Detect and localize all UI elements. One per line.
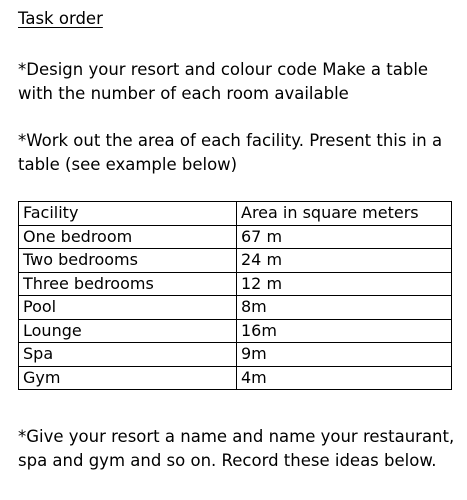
area-cell: 8m: [237, 296, 452, 320]
area-cell: 12 m: [237, 272, 452, 296]
table-row: [19, 296, 452, 320]
area-cell: 9m: [237, 343, 452, 367]
facility-cell: Spa: [19, 343, 237, 367]
table-row: [19, 319, 452, 343]
facility-cell: Pool: [19, 296, 237, 320]
column-header-area: Area in square meters: [237, 202, 452, 226]
column-header-facility: Facility: [19, 202, 237, 226]
table-row: [19, 272, 452, 296]
instruction-design-resort: *Design your resort and colour code Make a table with the number of each room available: [18, 60, 429, 103]
area-cell: 4m: [237, 366, 452, 390]
facility-cell: Gym: [19, 366, 237, 390]
instruction-name-resort: *Give your resort a name and name your restaurant, spa and gym and so on. Record these ideas below.: [18, 427, 455, 470]
table-row: [19, 343, 452, 367]
table-row: [19, 249, 452, 273]
facility-cell: Lounge: [19, 319, 237, 343]
facility-area-table: [18, 201, 452, 390]
page-title: Task order: [18, 9, 103, 28]
area-cell: 67 m: [237, 225, 452, 249]
instruction-facility-area: *Work out the area of each facility. Present this in a table (see example below): [18, 131, 443, 174]
table-row: [19, 366, 452, 390]
area-cell: 16m: [237, 319, 452, 343]
facility-cell: Three bedrooms: [19, 272, 237, 296]
facility-cell: One bedroom: [19, 225, 237, 249]
table-header-row: [19, 202, 452, 226]
facility-cell: Two bedrooms: [19, 249, 237, 273]
table-row: [19, 225, 452, 249]
area-cell: 24 m: [237, 249, 452, 273]
